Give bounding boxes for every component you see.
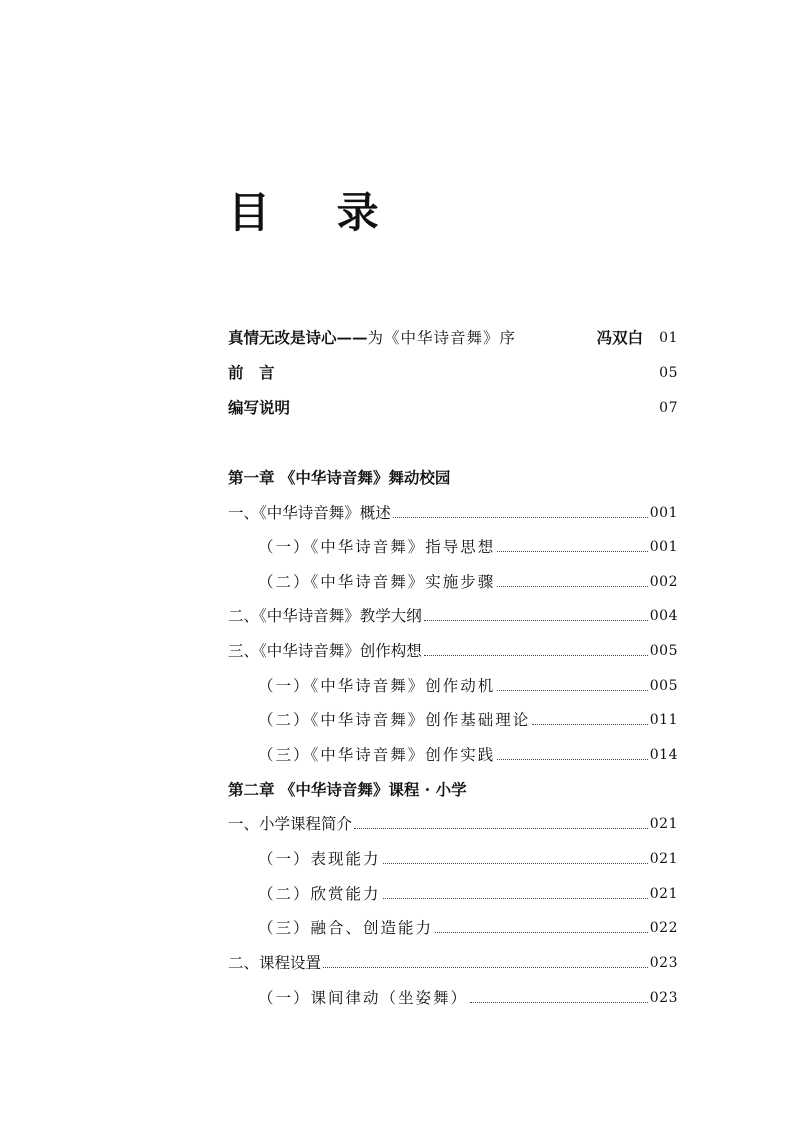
entry-title: （一）表现能力	[258, 850, 381, 868]
entry-title: （一）课间律动（坐姿舞）	[258, 989, 469, 1007]
toc-subentry[interactable]	[258, 742, 678, 768]
toc-subentry[interactable]	[258, 534, 678, 560]
entry-title: （一）《中华诗音舞》创作动机	[258, 677, 496, 695]
entry-page: 022	[649, 920, 678, 936]
dot-leader	[497, 586, 648, 587]
toc-title: 目 录	[228, 188, 405, 237]
entry-page: 005	[649, 678, 678, 694]
toc-subentry[interactable]	[258, 985, 678, 1011]
entry-page: 001	[649, 505, 678, 521]
entry-page: 014	[649, 747, 678, 763]
toc-subentry[interactable]	[258, 673, 678, 699]
toc-subentry[interactable]	[258, 915, 678, 941]
entry-title: 二、《中华诗音舞》教学大纲	[228, 607, 422, 625]
toc-subentry[interactable]	[258, 846, 678, 872]
entry-title: 编写说明	[228, 398, 291, 417]
chapter-title: 第一章 《中华诗音舞》舞动校园	[228, 468, 451, 487]
entry-title: （二）《中华诗音舞》实施步骤	[258, 573, 496, 591]
entry-page: 021	[649, 851, 678, 867]
dot-leader	[497, 551, 648, 552]
dot-leader	[470, 1002, 648, 1003]
entry-author: 冯双白	[596, 328, 644, 347]
toc-entry-foreword[interactable]	[228, 360, 678, 386]
chapter-title: 第二章 《中华诗音舞》课程 · 小学	[228, 780, 467, 799]
toc-entry[interactable]	[228, 811, 678, 837]
toc-entry[interactable]	[228, 638, 678, 664]
entry-title: 前 言	[228, 363, 275, 382]
entry-title: （一）《中华诗音舞》指导思想	[258, 538, 496, 556]
dot-leader	[354, 828, 648, 829]
entry-page: 05	[659, 365, 678, 381]
entry-page: 005	[649, 643, 678, 659]
toc-subentry[interactable]	[258, 881, 678, 907]
dot-leader	[497, 759, 648, 760]
dot-leader	[393, 517, 648, 518]
dot-leader	[424, 620, 648, 621]
entry-title: 真情无改是诗心——	[228, 328, 368, 347]
entry-page: 01	[659, 330, 678, 346]
entry-page: 001	[649, 539, 678, 555]
toc-entry-preface[interactable]	[228, 325, 678, 351]
chapter-heading[interactable]	[228, 465, 678, 491]
entry-page: 021	[649, 886, 678, 902]
entry-title: 一、小学课程简介	[228, 815, 353, 833]
entry-page: 023	[649, 955, 678, 971]
entry-page: 021	[649, 816, 678, 832]
entry-title: （三）《中华诗音舞》创作实践	[258, 746, 496, 764]
entry-title: （二）《中华诗音舞》创作基础理论	[258, 711, 531, 729]
entry-title: （三）融合、创造能力	[258, 919, 434, 937]
dot-leader	[424, 655, 648, 656]
entry-title: （二）欣赏能力	[258, 885, 381, 903]
entry-page: 023	[649, 990, 678, 1006]
toc-entry[interactable]	[228, 950, 678, 976]
toc-subentry[interactable]	[258, 569, 678, 595]
dot-leader	[435, 932, 648, 933]
toc-entry[interactable]	[228, 603, 678, 629]
dot-leader	[383, 898, 648, 899]
entry-title: 三、《中华诗音舞》创作构想	[228, 642, 422, 660]
entry-subtitle: 为《中华诗音舞》序	[367, 329, 517, 347]
dot-leader	[497, 690, 648, 691]
toc-subentry[interactable]	[258, 707, 678, 733]
toc-entry[interactable]	[228, 500, 678, 526]
dot-leader	[323, 967, 648, 968]
dot-leader	[532, 724, 648, 725]
entry-page: 07	[659, 400, 678, 416]
entry-page: 004	[649, 608, 678, 624]
dot-leader	[383, 863, 648, 864]
toc-entry-editorial-notes[interactable]	[228, 395, 678, 421]
entry-title: 二、课程设置	[228, 954, 322, 972]
entry-title: 一、《中华诗音舞》概述	[228, 504, 391, 522]
entry-page: 002	[649, 574, 678, 590]
entry-page: 011	[649, 712, 678, 728]
chapter-heading[interactable]	[228, 777, 678, 803]
